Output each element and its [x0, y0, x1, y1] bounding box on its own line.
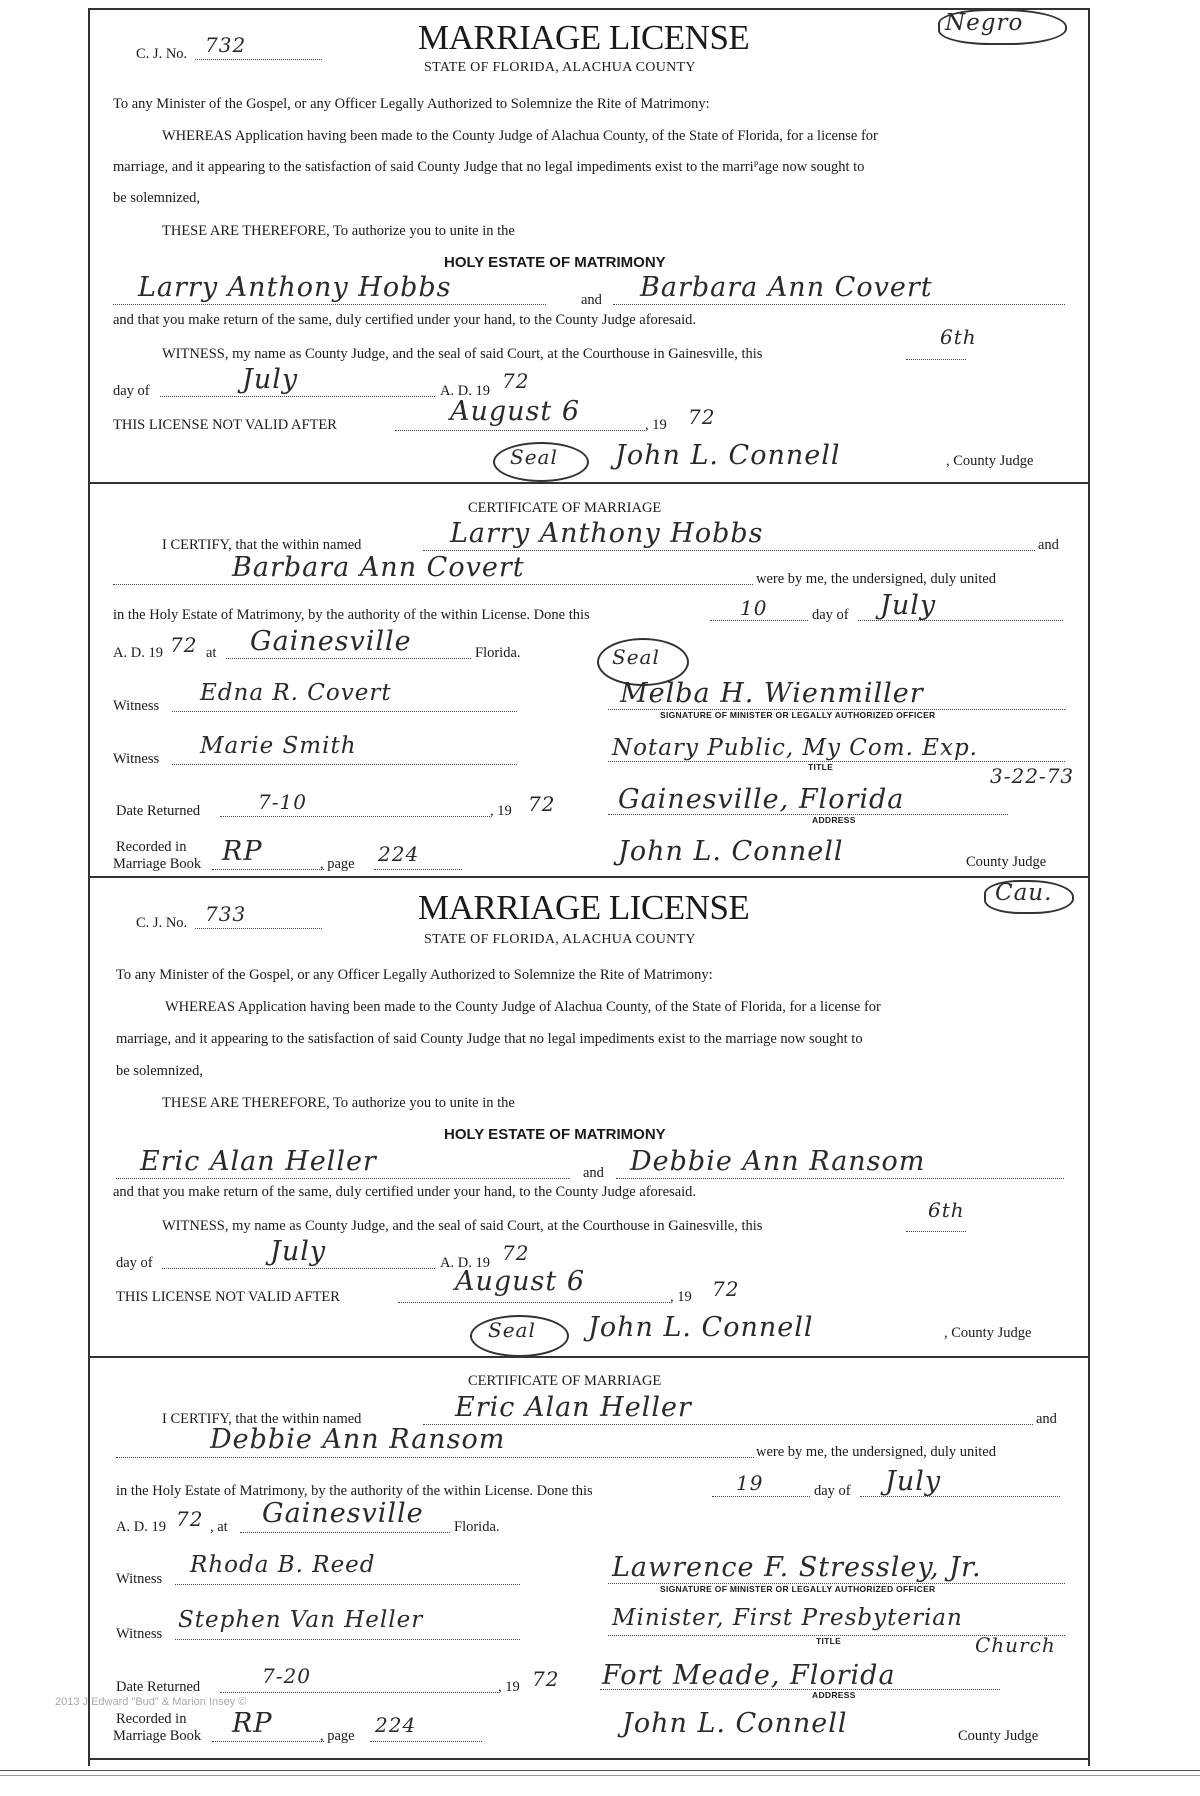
- officer-title: Notary Public, My Com. Exp.: [612, 735, 978, 761]
- groom-name: Larry Anthony Hobbs: [138, 272, 452, 303]
- dotted-line: [906, 358, 966, 360]
- dotted-line: [220, 1691, 498, 1693]
- place-name: Gainesville: [250, 626, 412, 657]
- dotted-line: [113, 303, 546, 305]
- not-valid-year: 72: [688, 405, 716, 429]
- holy-estate-heading: HOLY ESTATE OF MATRIMONY: [444, 1126, 666, 1143]
- county-judge-label: , County Judge: [946, 453, 1034, 469]
- signature-caption: SIGNATURE OF MINISTER OR LEGALLY AUTHORIZED OFFICER: [660, 1584, 936, 1594]
- day-of-label: day of: [116, 1255, 153, 1271]
- final-judge-signature: John L. Connell: [618, 836, 844, 867]
- license-year: 72: [502, 369, 530, 393]
- dotted-line: [175, 1583, 520, 1585]
- record-page: 224: [375, 1713, 417, 1737]
- top-border: [88, 8, 1088, 10]
- officer-address: Gainesville, Florida: [618, 784, 905, 815]
- not-valid-label: THIS LICENSE NOT VALID AFTER: [113, 417, 337, 433]
- florida-label: Florida.: [475, 645, 521, 661]
- returned-year-print: , 19: [498, 1679, 520, 1695]
- witness-label-1: Witness: [113, 698, 160, 714]
- license-title: MARRIAGE LICENSE: [418, 888, 750, 927]
- done-day: 19: [736, 1471, 764, 1495]
- cert-groom-name: Larry Anthony Hobbs: [450, 518, 764, 549]
- dotted-line: [162, 1267, 435, 1269]
- dotted-line: [195, 58, 322, 60]
- seal-text: Seal: [488, 1318, 536, 1342]
- whereas-line-1: WHEREAS Application having been made to the County Judge of Alachua County, of the State of Florida, for a license for: [162, 128, 878, 144]
- holy-estate-heading: HOLY ESTATE OF MATRIMONY: [444, 254, 666, 271]
- not-valid-date: August 6: [455, 1266, 586, 1297]
- cert-groom-name: Eric Alan Heller: [455, 1392, 692, 1423]
- frame-bottom: [88, 1758, 1088, 1760]
- title-caption: TITLE: [808, 762, 834, 772]
- dotted-line: [113, 583, 753, 585]
- dotted-line: [906, 1230, 966, 1232]
- dotted-line: [160, 395, 435, 397]
- dotted-line: [195, 927, 322, 929]
- returned-year: 72: [532, 1667, 560, 1691]
- final-judge-signature: John L. Connell: [622, 1708, 848, 1739]
- witness-line: WITNESS, my name as County Judge, and the seal of said Court, at the Courthouse in Gainesville, this: [162, 1218, 763, 1234]
- title-caption: TITLE: [816, 1636, 842, 1646]
- done-month: July: [885, 1466, 942, 1497]
- dotted-line: [423, 1423, 1033, 1425]
- witness-1-name: Edna R. Covert: [200, 680, 392, 706]
- witness-line: WITNESS, my name as County Judge, and the seal of said Court, at the Courthouse in Gainesville, this: [162, 346, 763, 362]
- dotted-line: [172, 763, 517, 765]
- cert-year: 72: [176, 1507, 204, 1531]
- ad-label-2: A. D. 19: [113, 645, 163, 661]
- not-valid-label: THIS LICENSE NOT VALID AFTER: [116, 1289, 340, 1305]
- copyright-watermark: 2013 J Edward "Bud" & Marion Insey ©: [55, 1696, 247, 1708]
- returned-year-print: , 19: [490, 803, 512, 819]
- bottom-border: [0, 1770, 1200, 1771]
- salutation: To any Minister of the Gospel, or any Officer Legally Authorized to Solemnize the Rite of Matrimony:: [113, 96, 710, 112]
- cj-number: 733: [205, 902, 247, 926]
- done-day: 10: [740, 596, 768, 620]
- annotation-circle: [938, 9, 1067, 45]
- therefore-line: THESE ARE THEREFORE, To authorize you to unite in the: [162, 1095, 515, 1111]
- dotted-line: [616, 1177, 1064, 1179]
- cj-label: C. J. No.: [136, 46, 188, 62]
- dotted-line: [600, 1688, 1000, 1690]
- section-divider: [88, 482, 1088, 484]
- ad-label: A. D. 19: [440, 383, 490, 399]
- ad-label-2: A. D. 19: [116, 1519, 166, 1535]
- date-returned: 7-20: [262, 1664, 311, 1688]
- not-valid-year: 72: [712, 1277, 740, 1301]
- whereas-line-3: be solemnized,: [116, 1063, 203, 1079]
- dotted-line: [116, 1177, 569, 1179]
- recorded-label: Recorded in: [116, 1711, 187, 1727]
- united-text: were by me, the undersigned, duly united: [756, 571, 996, 587]
- final-judge-label: County Judge: [966, 854, 1047, 870]
- whereas-line-3: be solemnized,: [113, 190, 200, 206]
- certificate-title: CERTIFICATE OF MARRIAGE: [468, 1373, 662, 1389]
- dotted-line: [212, 1740, 324, 1742]
- witness-2-name: Stephen Van Heller: [178, 1607, 424, 1633]
- license-month: July: [242, 364, 299, 395]
- and-label: and: [1036, 1411, 1057, 1427]
- cert-bride-name: Barbara Ann Covert: [232, 552, 525, 583]
- at-label: , at: [210, 1519, 228, 1535]
- license-subtitle: STATE OF FLORIDA, ALACHUA COUNTY: [424, 60, 696, 75]
- return-line: and that you make return of the same, duly certified under your hand, to the County Judge aforesaid.: [113, 1184, 697, 1200]
- returned-year: 72: [528, 792, 556, 816]
- license-subtitle: STATE OF FLORIDA, ALACHUA COUNTY: [424, 932, 696, 947]
- commission-expiry: 3-22-73: [990, 764, 1075, 788]
- marriage-book-label: Marriage Book: [113, 1728, 202, 1744]
- certificate-title: CERTIFICATE OF MARRIAGE: [468, 500, 662, 516]
- signature-caption: SIGNATURE OF MINISTER OR LEGALLY AUTHORIZED OFFICER: [660, 710, 936, 720]
- whereas-line-2: marriage, and it appearing to the satisfaction of said County Judge that no legal impediments exist to the marriage now sought to: [116, 1031, 863, 1047]
- county-judge-label: , County Judge: [944, 1325, 1032, 1341]
- certify-label: I CERTIFY, that the within named: [162, 1411, 362, 1427]
- day-of-label-2: day of: [814, 1483, 851, 1499]
- ad-label: A. D. 19: [440, 1255, 490, 1271]
- officer-signature: Lawrence F. Stressley, Jr.: [612, 1552, 982, 1583]
- dotted-line: [175, 1638, 520, 1640]
- dotted-line: [220, 815, 490, 817]
- holy-estate-text: in the Holy Estate of Matrimony, by the authority of the within License. Done this: [116, 1483, 593, 1499]
- license-year: 72: [502, 1241, 530, 1265]
- not-valid-date: August 6: [450, 396, 581, 427]
- page-label: , page: [320, 1728, 355, 1744]
- dotted-line: [240, 1531, 450, 1533]
- whereas-line-1: WHEREAS Application having been made to the County Judge of Alachua County, of the State of Florida, for a license for: [165, 999, 881, 1015]
- not-valid-year-print: , 19: [670, 1289, 692, 1305]
- license-divider: [88, 876, 1088, 878]
- page-label: , page: [320, 856, 355, 872]
- and-word: and: [581, 292, 602, 308]
- dotted-line: [712, 1495, 810, 1497]
- and-label: and: [1038, 537, 1059, 553]
- dotted-line: [172, 710, 517, 712]
- record-page: 224: [378, 842, 420, 866]
- officer-address: Fort Meade, Florida: [602, 1660, 896, 1691]
- dotted-line: [423, 549, 1035, 551]
- return-line: and that you make return of the same, duly certified under your hand, to the County Judge aforesaid.: [113, 312, 697, 328]
- witness-label-2: Witness: [113, 751, 160, 767]
- dotted-line: [116, 1456, 754, 1458]
- cert-bride-name: Debbie Ann Ransom: [210, 1424, 506, 1455]
- section-divider: [88, 1356, 1088, 1358]
- bride-name: Debbie Ann Ransom: [630, 1146, 926, 1177]
- witness-label-2: Witness: [116, 1626, 163, 1642]
- dotted-line: [374, 868, 462, 870]
- done-month: July: [880, 590, 937, 621]
- witness-label-1: Witness: [116, 1571, 163, 1587]
- florida-label: Florida.: [454, 1519, 500, 1535]
- license-month: July: [270, 1236, 327, 1267]
- officer-title-2: Church: [975, 1633, 1056, 1657]
- race-annotation: Negro: [945, 10, 1024, 36]
- license-title: MARRIAGE LICENSE: [418, 18, 750, 57]
- dotted-line: [226, 657, 471, 659]
- marriage-book: RP: [222, 836, 263, 867]
- judge-signature: John L. Connell: [615, 440, 841, 471]
- dotted-line: [370, 1740, 482, 1742]
- holy-estate-text: in the Holy Estate of Matrimony, by the authority of the within License. Done this: [113, 607, 590, 623]
- witness-day: 6th: [940, 325, 977, 349]
- dotted-line: [212, 868, 324, 870]
- seal-text: Seal: [510, 445, 558, 469]
- race-annotation: Cau.: [995, 880, 1053, 906]
- witness-1-name: Rhoda B. Reed: [190, 1552, 376, 1578]
- witness-day: 6th: [928, 1198, 965, 1222]
- address-caption: ADDRESS: [812, 815, 856, 825]
- place-name: Gainesville: [262, 1498, 424, 1529]
- cj-label: C. J. No.: [136, 915, 188, 931]
- cj-number: 732: [205, 33, 247, 57]
- judge-signature: John L. Connell: [588, 1312, 814, 1343]
- officer-signature: Melba H. Wienmiller: [620, 678, 924, 709]
- date-returned-label: Date Returned: [116, 1679, 201, 1695]
- address-caption: ADDRESS: [812, 1690, 856, 1700]
- dotted-line: [608, 760, 1065, 762]
- bottom-border-2: [0, 1775, 1200, 1776]
- date-returned-label: Date Returned: [116, 803, 201, 819]
- whereas-line-2: marriage, and it appearing to the satisfaction of said County Judge that no legal impediments exist to the marriᴾage now sought to: [113, 159, 865, 175]
- date-returned: 7-10: [258, 790, 307, 814]
- dotted-line: [395, 429, 645, 431]
- dotted-line: [398, 1301, 670, 1303]
- cert-seal-text: Seal: [612, 645, 660, 669]
- bride-name: Barbara Ann Covert: [640, 272, 933, 303]
- cert-year: 72: [170, 633, 198, 657]
- witness-2-name: Marie Smith: [200, 733, 357, 759]
- dotted-line: [613, 303, 1065, 305]
- salutation: To any Minister of the Gospel, or any Officer Legally Authorized to Solemnize the Rite of Matrimony:: [116, 967, 713, 983]
- day-of-label: day of: [113, 383, 150, 399]
- officer-title: Minister, First Presbyterian: [612, 1605, 963, 1631]
- certify-label: I CERTIFY, that the within named: [162, 537, 362, 553]
- recorded-label: Recorded in: [116, 839, 187, 855]
- day-of-label-2: day of: [812, 607, 849, 623]
- dotted-line: [608, 813, 1008, 815]
- at-label: at: [206, 645, 217, 661]
- groom-name: Eric Alan Heller: [140, 1146, 377, 1177]
- united-text: were by me, the undersigned, duly united: [756, 1444, 996, 1460]
- annotation-circle: [984, 880, 1074, 914]
- and-word: and: [583, 1165, 604, 1181]
- not-valid-year-print: , 19: [645, 417, 667, 433]
- marriage-book-label: Marriage Book: [113, 856, 202, 872]
- marriage-book: RP: [232, 1708, 273, 1739]
- final-judge-label: County Judge: [958, 1728, 1039, 1744]
- therefore-line: THESE ARE THEREFORE, To authorize you to unite in the: [162, 223, 515, 239]
